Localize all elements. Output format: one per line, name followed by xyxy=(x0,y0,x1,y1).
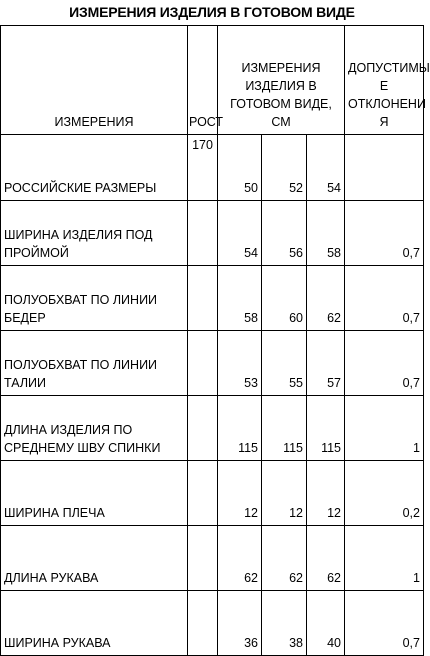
size-cell: 40 xyxy=(307,591,345,656)
size-cell: 12 xyxy=(307,461,345,526)
size-cell: 62 xyxy=(307,526,345,591)
row-label: ПОЛУОБХВАТ ПО ЛИНИИ ТАЛИИ xyxy=(1,331,188,396)
size-cell: 50 xyxy=(218,135,262,201)
header-measurement: ИЗМЕРЕНИЯ xyxy=(1,26,188,135)
size-cell: 56 xyxy=(262,201,307,266)
size-cell: 62 xyxy=(262,526,307,591)
tolerance-cell: 0,7 xyxy=(345,591,424,656)
height-cell xyxy=(188,461,218,526)
header-sizes: ИЗМЕРЕНИЯ ИЗДЕЛИЯ В ГОТОВОМ ВИДЕ, СМ xyxy=(218,26,345,135)
row-label: ШИРИНА ПЛЕЧА xyxy=(1,461,188,526)
size-cell: 58 xyxy=(307,201,345,266)
tolerance-cell: 0,7 xyxy=(345,266,424,331)
size-cell: 62 xyxy=(307,266,345,331)
table-row xyxy=(1,135,424,201)
header-tolerance xyxy=(345,26,430,135)
table-row xyxy=(1,526,424,591)
size-cell: 58 xyxy=(218,266,262,331)
header-tolerance-line: ОТКЛОНЕНИ xyxy=(348,97,426,111)
tolerance-cell: 0,2 xyxy=(345,461,424,526)
row-label: ДЛИНА РУКАВА xyxy=(1,526,188,591)
header-tolerance-line: ДОПУСТИМЫ xyxy=(348,61,430,75)
header-tolerance-line: Я xyxy=(379,115,389,129)
table-row xyxy=(1,266,424,331)
size-cell: 54 xyxy=(307,135,345,201)
height-value: 170 xyxy=(188,135,218,201)
height-cell xyxy=(188,526,218,591)
row-label: ДЛИНА ИЗДЕЛИЯ ПО СРЕДНЕМУ ШВУ СПИНКИ xyxy=(1,396,188,461)
size-cell: 12 xyxy=(218,461,262,526)
row-label: РОССИЙСКИЕ РАЗМЕРЫ xyxy=(1,135,188,201)
table-row xyxy=(1,201,424,266)
size-cell: 54 xyxy=(218,201,262,266)
size-cell: 115 xyxy=(307,396,345,461)
height-cell xyxy=(188,591,218,656)
table-row xyxy=(1,591,424,656)
size-cell: 36 xyxy=(218,591,262,656)
tolerance-cell xyxy=(345,135,424,201)
size-cell: 38 xyxy=(262,591,307,656)
size-cell: 60 xyxy=(262,266,307,331)
height-cell xyxy=(188,331,218,396)
tolerance-cell: 0,7 xyxy=(345,201,424,266)
size-cell: 115 xyxy=(218,396,262,461)
tolerance-cell: 1 xyxy=(345,396,424,461)
header-tolerance-line: Е xyxy=(379,79,389,93)
table-row xyxy=(1,331,424,396)
size-cell: 52 xyxy=(262,135,307,201)
size-cell: 12 xyxy=(262,461,307,526)
size-cell: 115 xyxy=(262,396,307,461)
measurements-table xyxy=(0,25,430,656)
size-cell: 55 xyxy=(262,331,307,396)
table-row xyxy=(1,396,424,461)
table-row xyxy=(1,461,424,526)
height-cell xyxy=(188,266,218,331)
height-cell xyxy=(188,396,218,461)
table-header-row xyxy=(1,26,424,135)
size-cell: 53 xyxy=(218,331,262,396)
page-title: ИЗМЕРЕНИЯ ИЗДЕЛИЯ В ГОТОВОМ ВИДЕ xyxy=(69,4,355,20)
row-label: ШИРИНА ИЗДЕЛИЯ ПОД ПРОЙМОЙ xyxy=(1,201,188,266)
height-cell xyxy=(188,201,218,266)
tolerance-cell: 1 xyxy=(345,526,424,591)
header-height: РОСТ xyxy=(188,26,218,135)
tolerance-cell: 0,7 xyxy=(345,331,424,396)
size-cell: 62 xyxy=(218,526,262,591)
size-cell: 57 xyxy=(307,331,345,396)
row-label: ПОЛУОБХВАТ ПО ЛИНИИ БЕДЕР xyxy=(1,266,188,331)
row-label: ШИРИНА РУКАВА xyxy=(1,591,188,656)
